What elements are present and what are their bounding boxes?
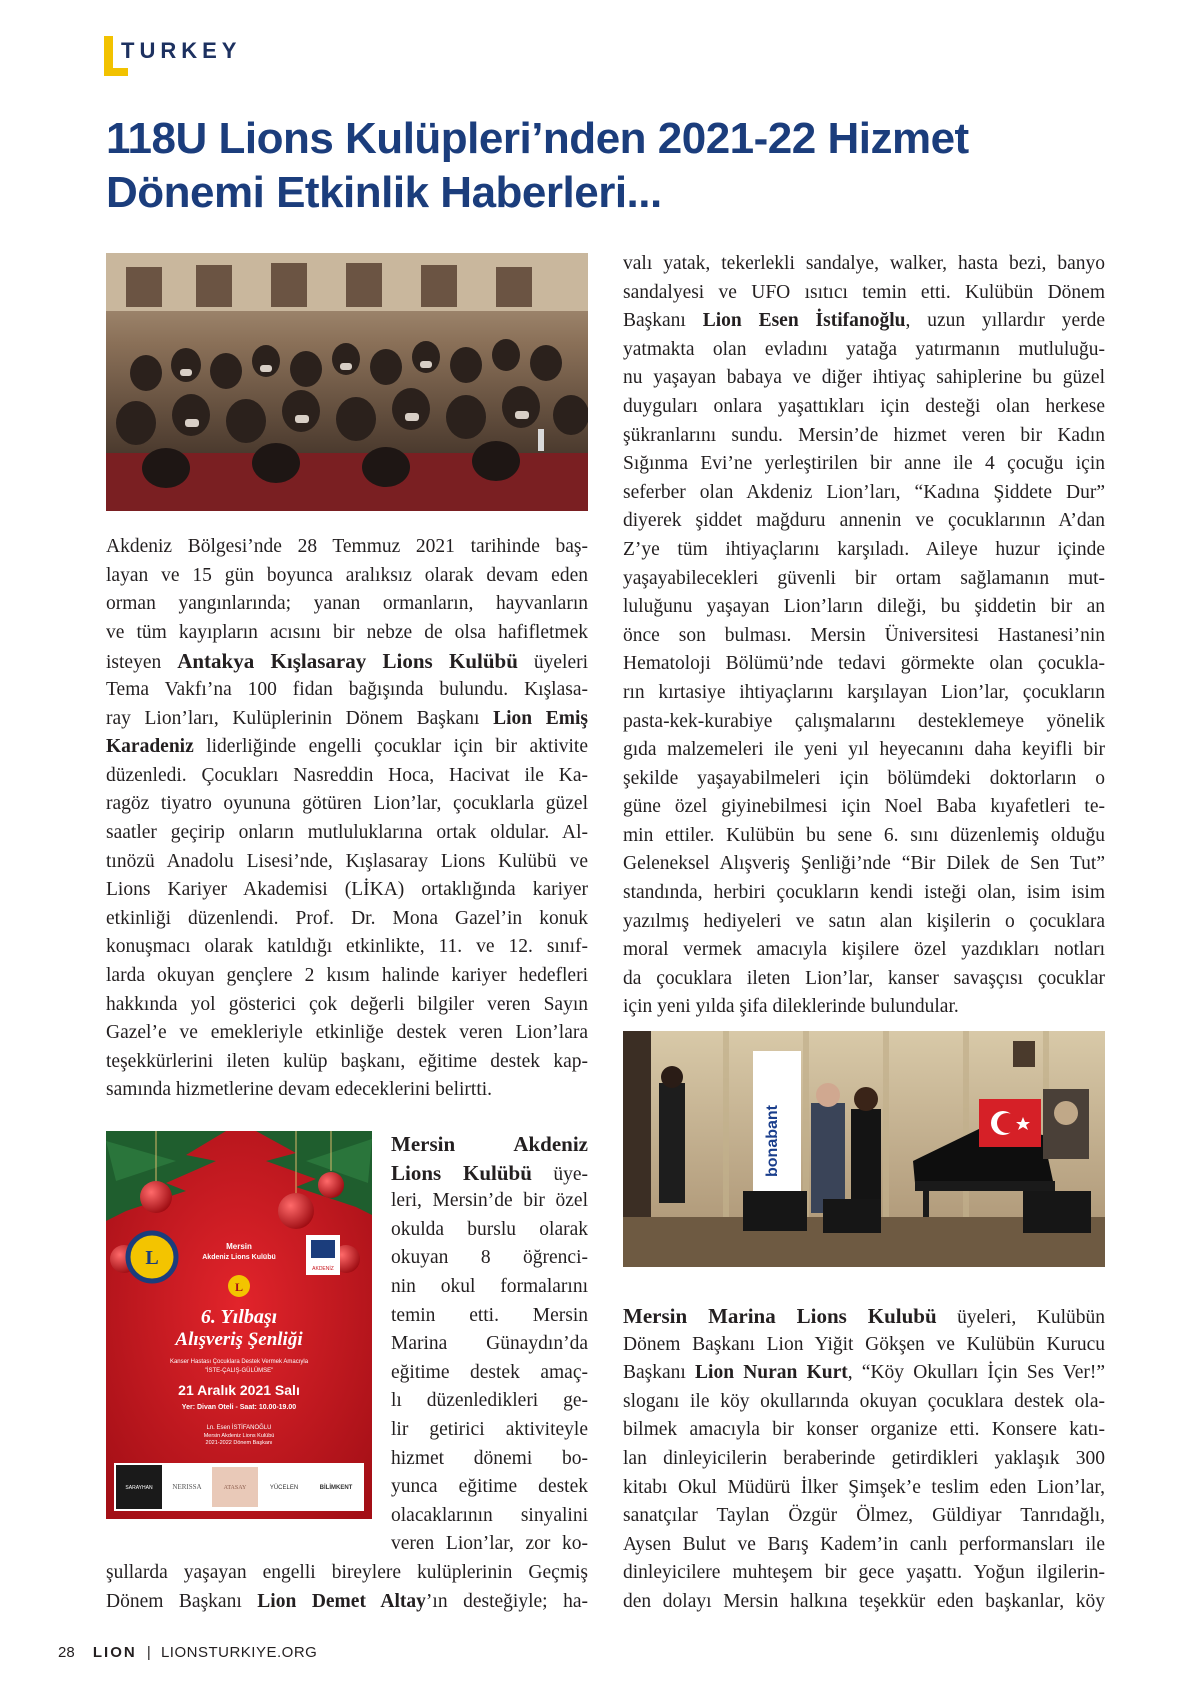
text-line: şekilde yaşayabilmeleri için bölümdeki doktorların o xyxy=(623,767,1105,789)
text-line: da çocuklara ileten Lion’lar, kanser savaşçısı çocuklar xyxy=(623,967,1105,989)
text-line: yazılmış hediyeleri ve satın alan kişilerin o çocuklara xyxy=(623,910,1105,932)
sponsor-logo-atasay: ATASAY xyxy=(223,1485,247,1491)
text-line: larda okuyan gençlere 2 kısım halinde kariyer hedefleri xyxy=(106,964,588,986)
text-line: diyerek şiddet mağduru annenin ve çocuklarının A’dan xyxy=(623,510,1105,532)
text-line: Lions Kulübü üye- xyxy=(391,1160,588,1185)
text-line: lı düzenledikleri ge- xyxy=(391,1390,588,1412)
svg-text:L: L xyxy=(234,1280,244,1294)
right-column-paragraph-1 xyxy=(623,250,1105,1022)
text-line: düzenledi. Çocukları Nasreddin Hoca, Hacivat ile Ka- xyxy=(106,764,588,786)
text-line: Dönem Başkanı Lion Yiğit Gökşen ve Kulübün Kurucu xyxy=(623,1333,1105,1355)
text-line: Lions Kariyer Akademisi (LİKA) ortaklığında kariyer xyxy=(106,879,588,901)
right-column-paragraph-2 xyxy=(623,1302,1105,1617)
text-line: Karadeniz liderliğinde engelli çocuklar için bir aktivite xyxy=(106,736,588,758)
poster-president-role: 2021-2022 Dönem Başkanı xyxy=(205,1440,273,1446)
footer-separator: | xyxy=(146,1644,151,1661)
text-line: temin etti. Mersin xyxy=(391,1304,588,1326)
text-line: ray Lion’ları, Kulüplerinin Dönem Başkanı Lion Emiş xyxy=(106,707,588,729)
text-line: için yeni yılda şifa dileklerinde bulundular. xyxy=(623,996,959,1018)
text-line: min ettiler. Kulübün bu sene 6. sını düzenlemiş olduğu xyxy=(623,824,1105,846)
footer-brand: LION xyxy=(92,1644,137,1661)
poster-edition: 6. Yılbaşı xyxy=(200,1306,278,1328)
poster-badge: AKDENİZ xyxy=(312,1266,334,1272)
left-column-paragraph-2 xyxy=(391,1130,588,1559)
text-line: bilmek amacıyla bir konser organize etti. Konsere katı- xyxy=(623,1419,1105,1441)
text-line: ve tüm kayıpların acısını bir nebze de olsa hafifletmek xyxy=(106,621,588,643)
text-line: şullarda yaşayan engelli bireylere kulüplerinin Geçmiş xyxy=(106,1562,588,1583)
article-title-line-1: 118U Lions Kulüpleri’nden 2021-22 Hizmet xyxy=(106,114,969,163)
text-line: hizmet dönemi bo- xyxy=(391,1447,588,1469)
text-line: etkinliği düzenlendi. Prof. Dr. Mona Gazel’in konuk xyxy=(106,907,588,929)
text-line: Dönem Başkanı Lion Demet Altay’ın desteğiyle; ha- xyxy=(106,1590,588,1612)
text-line: lir getirici aktiviteyle xyxy=(391,1418,588,1440)
article-title xyxy=(106,112,1106,220)
text-line: okuyan 8 öğrenci- xyxy=(391,1247,588,1269)
text-line: moral vermek amacıyla kişilere özel yazdıkları notları xyxy=(623,939,1105,961)
sponsor-logo-yucelen: YÜCELEN xyxy=(269,1485,299,1491)
section-tag-bar-foot xyxy=(104,68,128,76)
text-line: nu yaşayan babaya ve diğer ihtiyaç sahiplerine bu güzel xyxy=(623,367,1105,389)
poster-date: 21 Aralık 2021 Salı xyxy=(178,1382,300,1398)
text-line: konuşmacı olarak katıldığı etkinlikte, 11. ve 12. sınıf- xyxy=(106,936,588,958)
text-line: önce son bulması. Mersin Üniversitesi Hastanesi’nin xyxy=(623,624,1105,646)
text-line: ragöz tiyatro oyununa götüren Lion’lar, çocuklarla güzel xyxy=(106,793,588,815)
text-line: Marina Günaydın’da xyxy=(391,1333,588,1355)
text-line: Aysen Bulut ve Barış Kadem’in canlı performansları ile xyxy=(623,1533,1105,1555)
text-line: Hematoloji Bölümü’nde tedavi görmekte olan çocukla- xyxy=(623,653,1105,675)
text-line: luluğunu yaşayan Lion’ların dileği, bu şiddetin bir an xyxy=(623,596,1105,618)
text-line: nin okul formalarını xyxy=(391,1275,588,1297)
text-line: sandalyesi ve UFO ısıtıcı temin etti. Kulübün Dönem xyxy=(623,281,1105,303)
text-line: samında hizmetlerine devam edeceklerini belirtti. xyxy=(106,1079,493,1101)
poster-venue: Yer: Divan Oteli - Saat: 10.00-19.00 xyxy=(181,1404,297,1411)
text-line: Tema Vakfı’na 100 fidan bağışında bulundu. Kışlasa- xyxy=(106,678,588,700)
text-line: yatmakta olan evladını yatağa yatırmanın mutluluğu- xyxy=(623,338,1105,360)
article-title-line-2: Dönemi Etkinlik Haberleri... xyxy=(106,168,662,217)
left-column-paragraph-1 xyxy=(106,533,588,1105)
text-line: Akdeniz Bölgesi’nde 28 Temmuz 2021 tarihinde baş- xyxy=(106,536,588,557)
sponsor-logo-sarayhan: SARAYHAN xyxy=(125,1485,153,1491)
text-line: lan dinleyicilerin beraberinde getirdikleri yaklaşık 300 xyxy=(623,1447,1105,1469)
shopping-fair-poster xyxy=(106,1131,372,1519)
text-line: yaşayabilecekleri güvenli bir ortam sağlamanın mut- xyxy=(623,567,1105,589)
text-line: den dolayı Mersin halkına teşekkür eden başkanlar, köy xyxy=(623,1590,1105,1612)
text-line: standında, herbiri çocukların kendi isteği olan, isim isim xyxy=(623,882,1105,904)
text-line: Mersin Marina Lions Kulubü üyeleri, Kulübün xyxy=(623,1304,1105,1328)
concert-photo xyxy=(623,1031,1105,1267)
text-line: kitabı Okul Müdürü İlker Şimşek’e teslim eden Lion’lar, xyxy=(623,1476,1105,1498)
sponsor-logo-bilimkent: BİLİMKENT xyxy=(319,1485,353,1491)
svg-text:L: L xyxy=(145,1247,159,1269)
concert-banner: bonabant xyxy=(764,1105,781,1177)
text-line: Geleneksel Alışveriş Şenliği’nde “Bir Dilek de Sen Tut” xyxy=(623,853,1105,875)
text-line: gıda malzemeleri ile yeni yıl heyecanını daha keyifli bir xyxy=(623,739,1105,761)
text-line: leri, Mersin’de bir özel xyxy=(391,1190,588,1212)
poster-subtitle: Kanser Hastası Çocuklara Destek Vermek Amacıyla xyxy=(169,1359,309,1365)
text-line: Sığınma Evi’ne yerleştirilen bir anne ile 4 çocuğu için xyxy=(623,453,1105,475)
text-line: veren Lion’lar, zor ko- xyxy=(391,1533,588,1555)
poster-slogan: "İSTE-ÇALIŞ-GÜLÜMSE" xyxy=(204,1368,274,1374)
text-line: Gazel’e ve emekleriyle etkinliğe destek veren Lion’lara xyxy=(106,1022,588,1044)
text-line: dinleyicilere muhteşem bir gece yaşattı. Yoğun ilgilerin- xyxy=(623,1562,1105,1584)
text-line: tınözü Anadolu Lisesi’nde, Kışlasaray Lions Kulübü ve xyxy=(106,850,588,872)
text-line: yunca eğitime destek xyxy=(391,1476,588,1498)
poster-president-club: Mersin Akdeniz Lions Kulübü xyxy=(203,1433,275,1439)
left-column-paragraph-2-continued xyxy=(106,1559,588,1616)
poster-club-label: Mersin xyxy=(226,1242,252,1251)
poster-president: Ln. Esen İSTİFANOĞLU xyxy=(206,1425,272,1431)
text-line: güne özel giyinebilmesi için Noel Baba kıyafetleri te- xyxy=(623,796,1105,818)
text-line: teşekkürlerini ileten kulüp başkanı, eğitime destek kap- xyxy=(106,1050,588,1072)
text-line: valı yatak, tekerlekli sandalye, walker, hasta bezi, banyo xyxy=(623,253,1105,274)
text-line: olacaklarının sinyalini xyxy=(391,1504,588,1526)
text-line: sanatçılar Taylan Özgür Ölmez, Güldiyar Tanrıdağlı, xyxy=(623,1505,1105,1527)
audience-photo xyxy=(106,253,588,511)
footer-website-link[interactable]: LIONSTURKIYE.ORG xyxy=(160,1644,318,1661)
text-line: Başkanı Lion Nuran Kurt, “Köy Okulları İçin Ses Ver!” xyxy=(623,1362,1106,1384)
text-line: okulda burslu olarak xyxy=(391,1218,588,1240)
text-line: hakkında yol gösterici çok değerli bilgiler veren Sayın xyxy=(106,993,588,1015)
text-line: layan ve 15 gün boyunca aralıksız olarak devam eden xyxy=(106,564,588,586)
text-line: seferber olan Akdeniz Lion’ları, “Kadına Şiddete Dur” xyxy=(623,481,1105,503)
poster-event: Alışveriş Şenliği xyxy=(175,1329,303,1350)
text-line: isteyen Antakya Kışlasaray Lions Kulübü üyeleri xyxy=(106,649,589,674)
text-line: duyguları onlara yaşattıkları için desteği olan herkese xyxy=(623,395,1105,417)
text-line: sloganı ile köy okullarında okuyan çocuklara destek ola- xyxy=(623,1390,1105,1412)
text-line: saatler geçirip onların mutluluklarına ortak oldular. Al- xyxy=(106,821,588,843)
text-line: rın kırtasiye ihtiyaçlarını karşılayan Lion’lar, çocukların xyxy=(623,681,1105,703)
page-number: 28 xyxy=(58,1644,75,1661)
sponsor-logo-nerissa: NERISSA xyxy=(172,1483,202,1491)
text-line: şükranlarını sundu. Mersin’de hizmet veren bir Kadın xyxy=(623,424,1105,446)
text-line: eğitime destek amaç- xyxy=(391,1361,588,1383)
text-line: pasta-kek-kurabiye çalışmalarını desteklemeye yönelik xyxy=(623,710,1105,732)
text-line: Başkanı Lion Esen İstifanoğlu, uzun yıllardır yerde xyxy=(623,310,1105,332)
text-line: Mersin Akdeniz xyxy=(391,1132,588,1156)
text-line: orman yangınlarında; yanan ormanların, hayvanların xyxy=(106,593,588,615)
poster-club-name: Akdeniz Lions Kulübü xyxy=(202,1254,276,1261)
text-line: Z’ye tüm ihtiyaçlarını karşıladı. Aileye huzur içinde xyxy=(623,538,1105,560)
page-footer xyxy=(58,1644,317,1661)
section-label: TURKEY xyxy=(121,38,242,63)
